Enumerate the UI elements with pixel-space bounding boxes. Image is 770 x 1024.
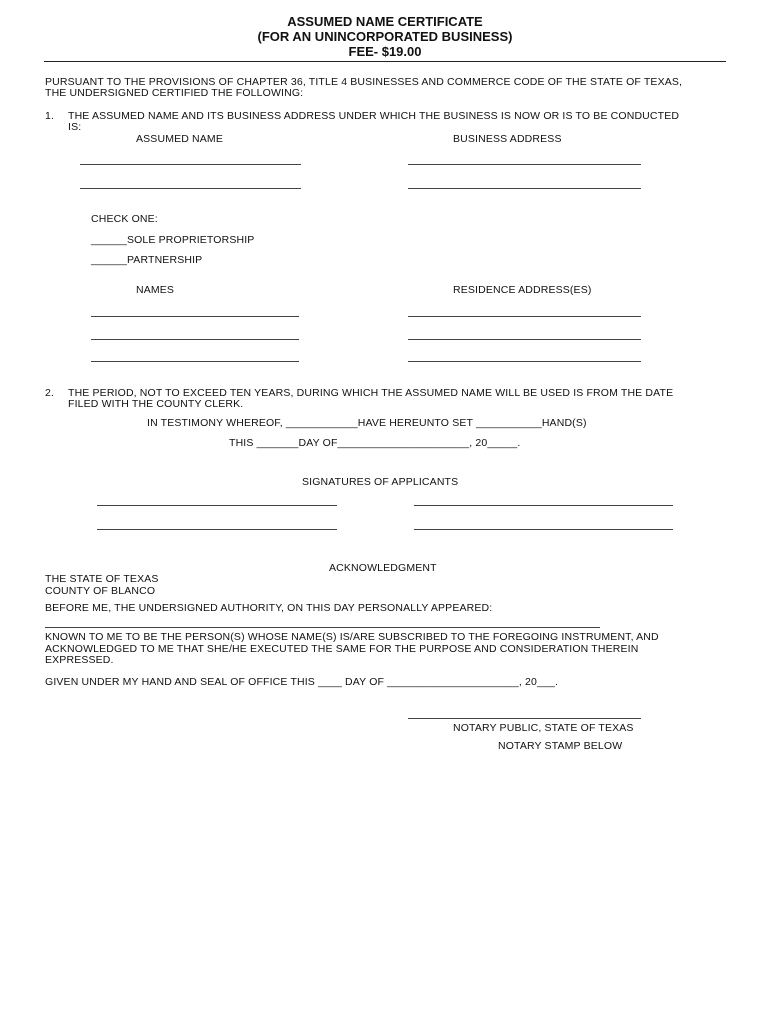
- name-field-3[interactable]: [91, 361, 299, 362]
- notary-public-label: NOTARY PUBLIC, STATE OF TEXAS: [453, 722, 634, 734]
- acknowledgment-heading: ACKNOWLEDGMENT: [329, 562, 437, 574]
- county-line: COUNTY OF BLANCO: [45, 585, 156, 597]
- item-2-line-1: THE PERIOD, NOT TO EXCEED TEN YEARS, DURING WHICH THE ASSUMED NAME WILL BE USED IS FROM THE DATE: [68, 387, 674, 399]
- preamble-line-1: PURSUANT TO THE PROVISIONS OF CHAPTER 36, TITLE 4 BUSINESSES AND COMMERCE CODE OF THE STATE OF TEXAS,: [45, 76, 683, 88]
- document-subtitle: (FOR AN UNINCORPORATED BUSINESS): [257, 29, 513, 44]
- check-one-label: CHECK ONE:: [91, 213, 158, 225]
- known-line-2: ACKNOWLEDGED TO ME THAT SHE/HE EXECUTED THE SAME FOR THE PURPOSE AND CONSIDERATION THEREIN: [45, 643, 639, 655]
- signatures-label: SIGNATURES OF APPLICANTS: [302, 476, 459, 488]
- business-address-field-2[interactable]: [408, 188, 641, 189]
- signature-field-1[interactable]: [97, 505, 337, 506]
- business-address-header: BUSINESS ADDRESS: [453, 133, 562, 145]
- item-2-number: 2.: [45, 387, 55, 399]
- before-me-line: BEFORE ME, THE UNDERSIGNED AUTHORITY, ON THIS DAY PERSONALLY APPEARED:: [45, 602, 493, 614]
- known-line-3: EXPRESSED.: [45, 654, 114, 666]
- state-line: THE STATE OF TEXAS: [45, 573, 159, 585]
- notary-stamp-label: NOTARY STAMP BELOW: [498, 740, 623, 752]
- header-divider: [44, 61, 726, 62]
- residence-address-field-1[interactable]: [408, 316, 641, 317]
- sole-proprietorship-option[interactable]: ______SOLE PROPRIETORSHIP: [91, 234, 255, 246]
- name-field-2[interactable]: [91, 339, 299, 340]
- residence-address-field-2[interactable]: [408, 339, 641, 340]
- testimony-line: IN TESTIMONY WHEREOF, ____________HAVE HEREUNTO SET ___________HAND(S): [147, 417, 587, 429]
- assumed-name-header: ASSUMED NAME: [136, 133, 223, 145]
- appeared-name-field[interactable]: [45, 627, 600, 628]
- signature-field-4[interactable]: [414, 529, 673, 530]
- names-header: NAMES: [136, 284, 175, 296]
- residence-address-field-3[interactable]: [408, 361, 641, 362]
- preamble-line-2: THE UNDERSIGNED CERTIFIED THE FOLLOWING:: [45, 87, 304, 99]
- assumed-name-field-2[interactable]: [80, 188, 301, 189]
- fee-line: FEE- $19.00: [348, 44, 422, 59]
- item-2-line-2: FILED WITH THE COUNTY CLERK.: [68, 398, 244, 410]
- business-address-field-1[interactable]: [408, 164, 641, 165]
- document-title: ASSUMED NAME CERTIFICATE: [287, 14, 483, 29]
- item-1-line-2: IS:: [68, 121, 82, 133]
- this-day-line: THIS _______DAY OF______________________, 20_____.: [229, 437, 521, 449]
- known-line-1: KNOWN TO ME TO BE THE PERSON(S) WHOSE NAME(S) IS/ARE SUBSCRIBED TO THE FOREGOING INSTRUMENT, AND: [45, 631, 659, 643]
- assumed-name-field-1[interactable]: [80, 164, 301, 165]
- given-under-line: GIVEN UNDER MY HAND AND SEAL OF OFFICE THIS ____ DAY OF ______________________, 20___.: [45, 676, 559, 688]
- signature-field-2[interactable]: [414, 505, 673, 506]
- residence-address-header: RESIDENCE ADDRESS(ES): [453, 284, 592, 296]
- item-1-line-1: THE ASSUMED NAME AND ITS BUSINESS ADDRESS UNDER WHICH THE BUSINESS IS NOW OR IS TO BE CONDUCTED: [68, 110, 680, 122]
- partnership-option[interactable]: ______PARTNERSHIP: [91, 254, 203, 266]
- signature-field-3[interactable]: [97, 529, 337, 530]
- notary-signature-field[interactable]: [408, 718, 641, 719]
- name-field-1[interactable]: [91, 316, 299, 317]
- item-1-number: 1.: [45, 110, 55, 122]
